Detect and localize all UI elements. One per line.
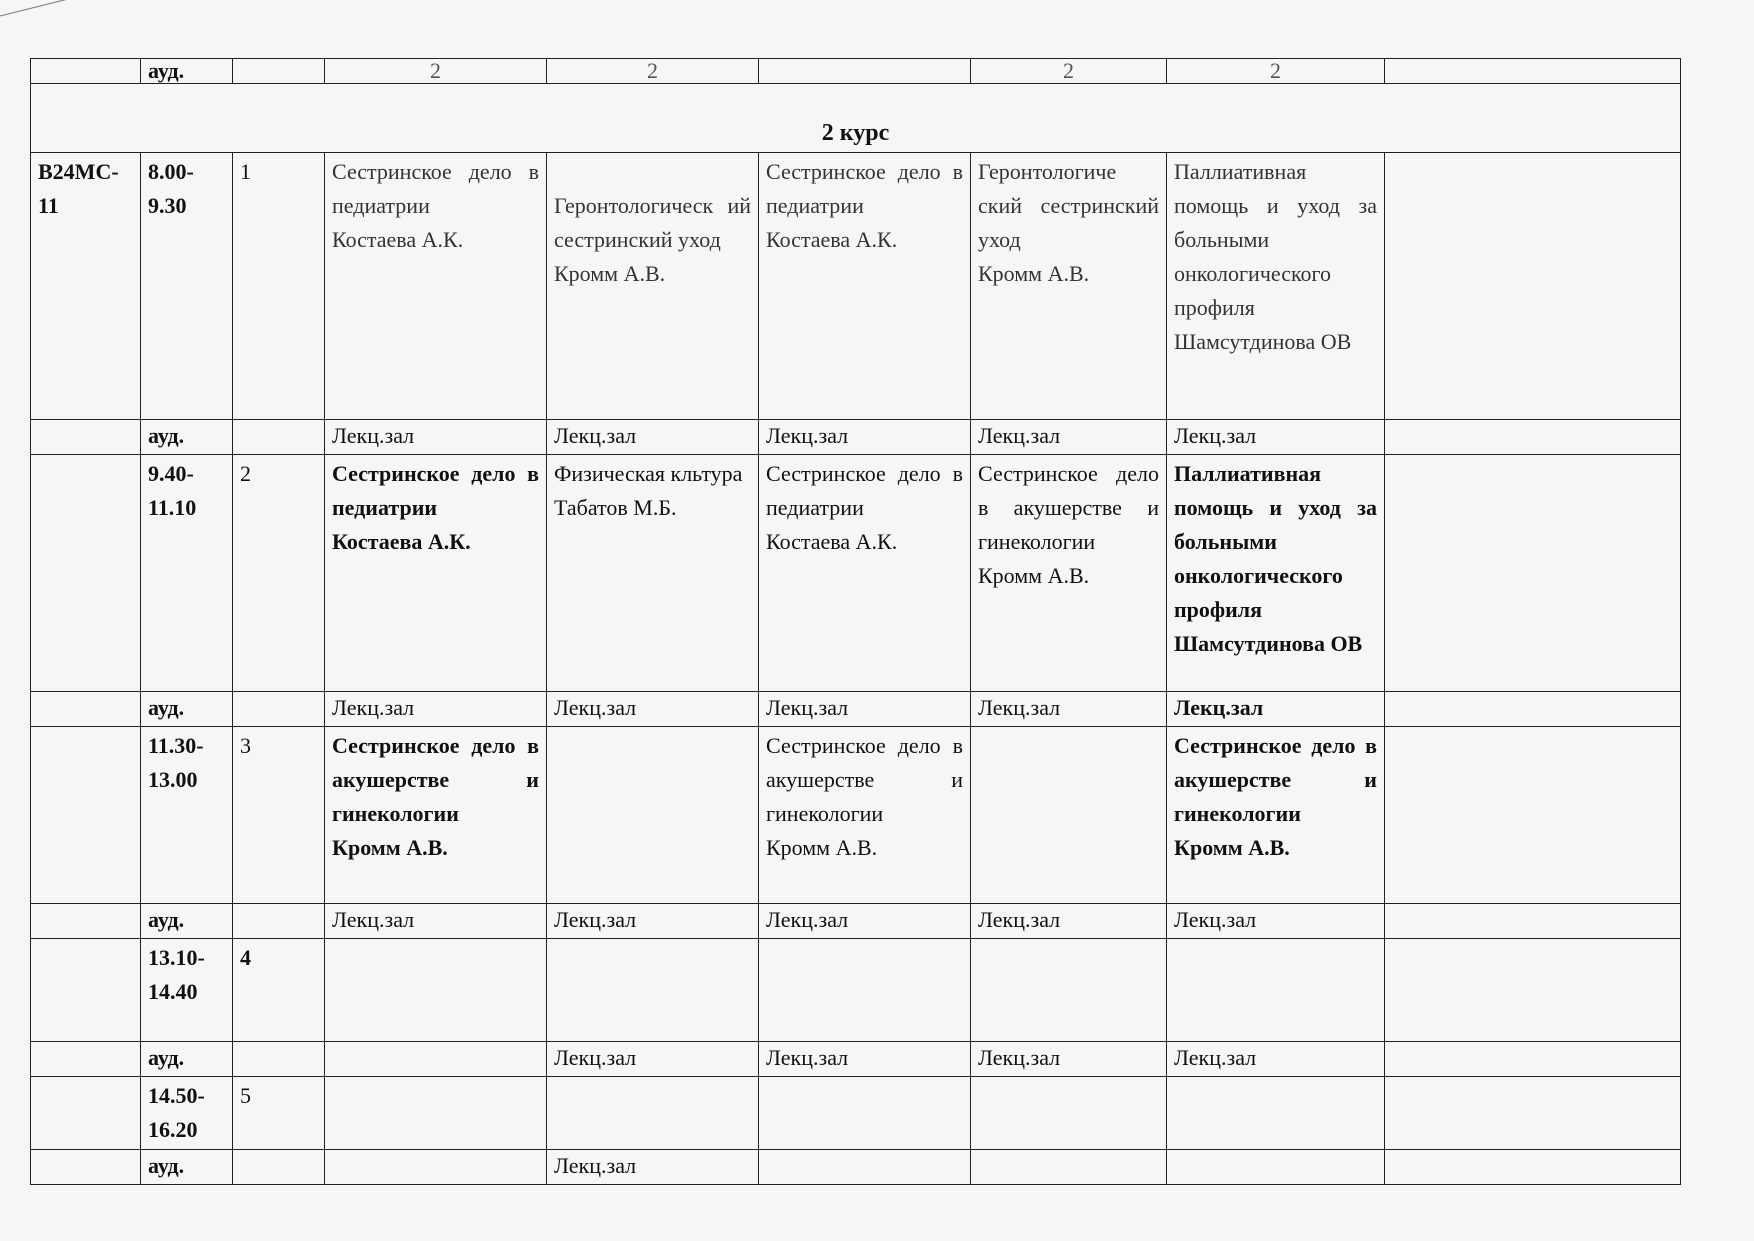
lesson-subject: Геронтологиче ский сестринский уход Кромм А.В. xyxy=(971,153,1167,420)
aud-row xyxy=(31,1042,1681,1077)
lesson-number: 5 xyxy=(233,1077,325,1150)
room xyxy=(1167,1150,1385,1185)
room: Лекц.зал xyxy=(1167,1042,1385,1077)
lesson-subject xyxy=(1167,939,1385,1042)
room xyxy=(1385,692,1681,727)
empty-cell xyxy=(233,1150,325,1185)
top-aud-row xyxy=(31,59,1681,84)
room: Лекц.зал xyxy=(547,420,759,455)
lesson-subject: Паллиативная помощь и уход за больными онкологического профиля Шамсутдинова ОВ xyxy=(1167,455,1385,692)
lesson-subject: Сестринское дело в педиатрии Костаева А.К. xyxy=(759,153,971,420)
room: Лекц.зал xyxy=(971,420,1167,455)
room: Лекц.зал xyxy=(547,692,759,727)
aud-label: ауд. xyxy=(141,59,233,84)
lesson-row xyxy=(31,153,1681,420)
lesson-subject xyxy=(547,727,759,904)
lesson-subject xyxy=(971,727,1167,904)
aud-row xyxy=(31,904,1681,939)
group-cell-empty xyxy=(31,59,141,84)
room: Лекц.зал xyxy=(759,1042,971,1077)
lesson-subject: Сестринское дело в педиатрии Костаева А.К. xyxy=(325,153,547,420)
aud-label: ауд. xyxy=(141,692,233,727)
empty-cell xyxy=(233,420,325,455)
aud-label: ауд. xyxy=(141,904,233,939)
empty-cell xyxy=(31,692,141,727)
group-name: В24МС- 11 xyxy=(31,153,141,420)
aud-label: ауд. xyxy=(141,420,233,455)
lesson-subject xyxy=(325,939,547,1042)
lesson-row xyxy=(31,727,1681,904)
empty-cell xyxy=(31,420,141,455)
lesson-subject xyxy=(1385,1077,1681,1150)
lesson-subject xyxy=(971,1077,1167,1150)
lesson-time: 8.00- 9.30 xyxy=(141,153,233,420)
lesson-subject: Сестринское дело в акушерстве и гинекологии Кромм А.В. xyxy=(971,455,1167,692)
lesson-row xyxy=(31,939,1681,1042)
empty-cell xyxy=(31,727,141,904)
empty-cell xyxy=(31,1042,141,1077)
empty-cell xyxy=(31,1150,141,1185)
aud-label: ауд. xyxy=(141,1150,233,1185)
room: Лекц.зал xyxy=(1167,692,1385,727)
aud-value xyxy=(759,59,971,84)
lesson-subject: Сестринское дело в акушерстве и гинекологии Кромм А.В. xyxy=(325,727,547,904)
room xyxy=(971,1150,1167,1185)
lesson-subject: Физическая кльтура Табатов М.Б. xyxy=(547,455,759,692)
lesson-subject xyxy=(547,939,759,1042)
aud-value: 2 xyxy=(1167,59,1385,84)
lesson-time: 11.30- 13.00 xyxy=(141,727,233,904)
lesson-subject: Сестринское дело в педиатрии Костаева А.К. xyxy=(325,455,547,692)
room: Лекц.зал xyxy=(971,692,1167,727)
aud-row xyxy=(31,1150,1681,1185)
aud-value: 2 xyxy=(971,59,1167,84)
lesson-row xyxy=(31,1077,1681,1150)
lesson-subject xyxy=(971,939,1167,1042)
lesson-subject xyxy=(1385,455,1681,692)
lesson-subject xyxy=(1385,153,1681,420)
lesson-number: 4 xyxy=(233,939,325,1042)
empty-cell xyxy=(233,1042,325,1077)
room xyxy=(1385,1042,1681,1077)
lesson-row xyxy=(31,455,1681,692)
lesson-subject xyxy=(325,1077,547,1150)
course-title: 2 курс xyxy=(31,84,1681,153)
room: Лекц.зал xyxy=(759,904,971,939)
room xyxy=(1385,1150,1681,1185)
lesson-time: 13.10- 14.40 xyxy=(141,939,233,1042)
room: Лекц.зал xyxy=(759,692,971,727)
room: Лекц.зал xyxy=(759,420,971,455)
aud-value: 2 xyxy=(325,59,547,84)
aud-row xyxy=(31,420,1681,455)
room: Лекц.зал xyxy=(971,904,1167,939)
room: Лекц.зал xyxy=(971,1042,1167,1077)
room: Лекц.зал xyxy=(325,692,547,727)
lesson-subject: Сестринское дело в акушерстве и гинекологии Кромм А.В. xyxy=(759,727,971,904)
empty-cell xyxy=(233,692,325,727)
empty-cell xyxy=(31,455,141,692)
lesson-subject xyxy=(1167,1077,1385,1150)
room xyxy=(1385,420,1681,455)
lesson-number: 1 xyxy=(233,153,325,420)
lesson-subject xyxy=(1385,727,1681,904)
room: Лекц.зал xyxy=(547,904,759,939)
lesson-subject: Геронтологическ ий сестринский уход Кромм А.В. xyxy=(547,153,759,420)
room xyxy=(1385,904,1681,939)
empty-cell xyxy=(31,904,141,939)
lesson-subject xyxy=(547,1077,759,1150)
empty-cell xyxy=(233,904,325,939)
lesson-subject xyxy=(1385,939,1681,1042)
lesson-subject xyxy=(759,1077,971,1150)
room: Лекц.зал xyxy=(547,1150,759,1185)
lesson-subject: Сестринское дело в акушерстве и гинекологии Кромм А.В. xyxy=(1167,727,1385,904)
corner-scan-line xyxy=(0,0,126,19)
aud-row xyxy=(31,692,1681,727)
lesson-number: 3 xyxy=(233,727,325,904)
room: Лекц.зал xyxy=(325,904,547,939)
room: Лекц.зал xyxy=(325,420,547,455)
lesson-subject: Сестринское дело в педиатрии Костаева А.К. xyxy=(759,455,971,692)
lesson-number: 2 xyxy=(233,455,325,692)
lesson-subject xyxy=(759,939,971,1042)
empty-cell xyxy=(31,1077,141,1150)
lesson-subject: Паллиативная помощь и уход за больными онкологического профиля Шамсутдинова ОВ xyxy=(1167,153,1385,420)
course-row xyxy=(31,84,1681,153)
aud-value xyxy=(1385,59,1681,84)
room: Лекц.зал xyxy=(547,1042,759,1077)
aud-value xyxy=(233,59,325,84)
room xyxy=(325,1042,547,1077)
aud-label: ауд. xyxy=(141,1042,233,1077)
room: Лекц.зал xyxy=(1167,904,1385,939)
room xyxy=(325,1150,547,1185)
schedule-table xyxy=(30,58,1681,1185)
lesson-time: 14.50- 16.20 xyxy=(141,1077,233,1150)
lesson-time: 9.40- 11.10 xyxy=(141,455,233,692)
aud-value: 2 xyxy=(547,59,759,84)
room xyxy=(759,1150,971,1185)
empty-cell xyxy=(31,939,141,1042)
room: Лекц.зал xyxy=(1167,420,1385,455)
